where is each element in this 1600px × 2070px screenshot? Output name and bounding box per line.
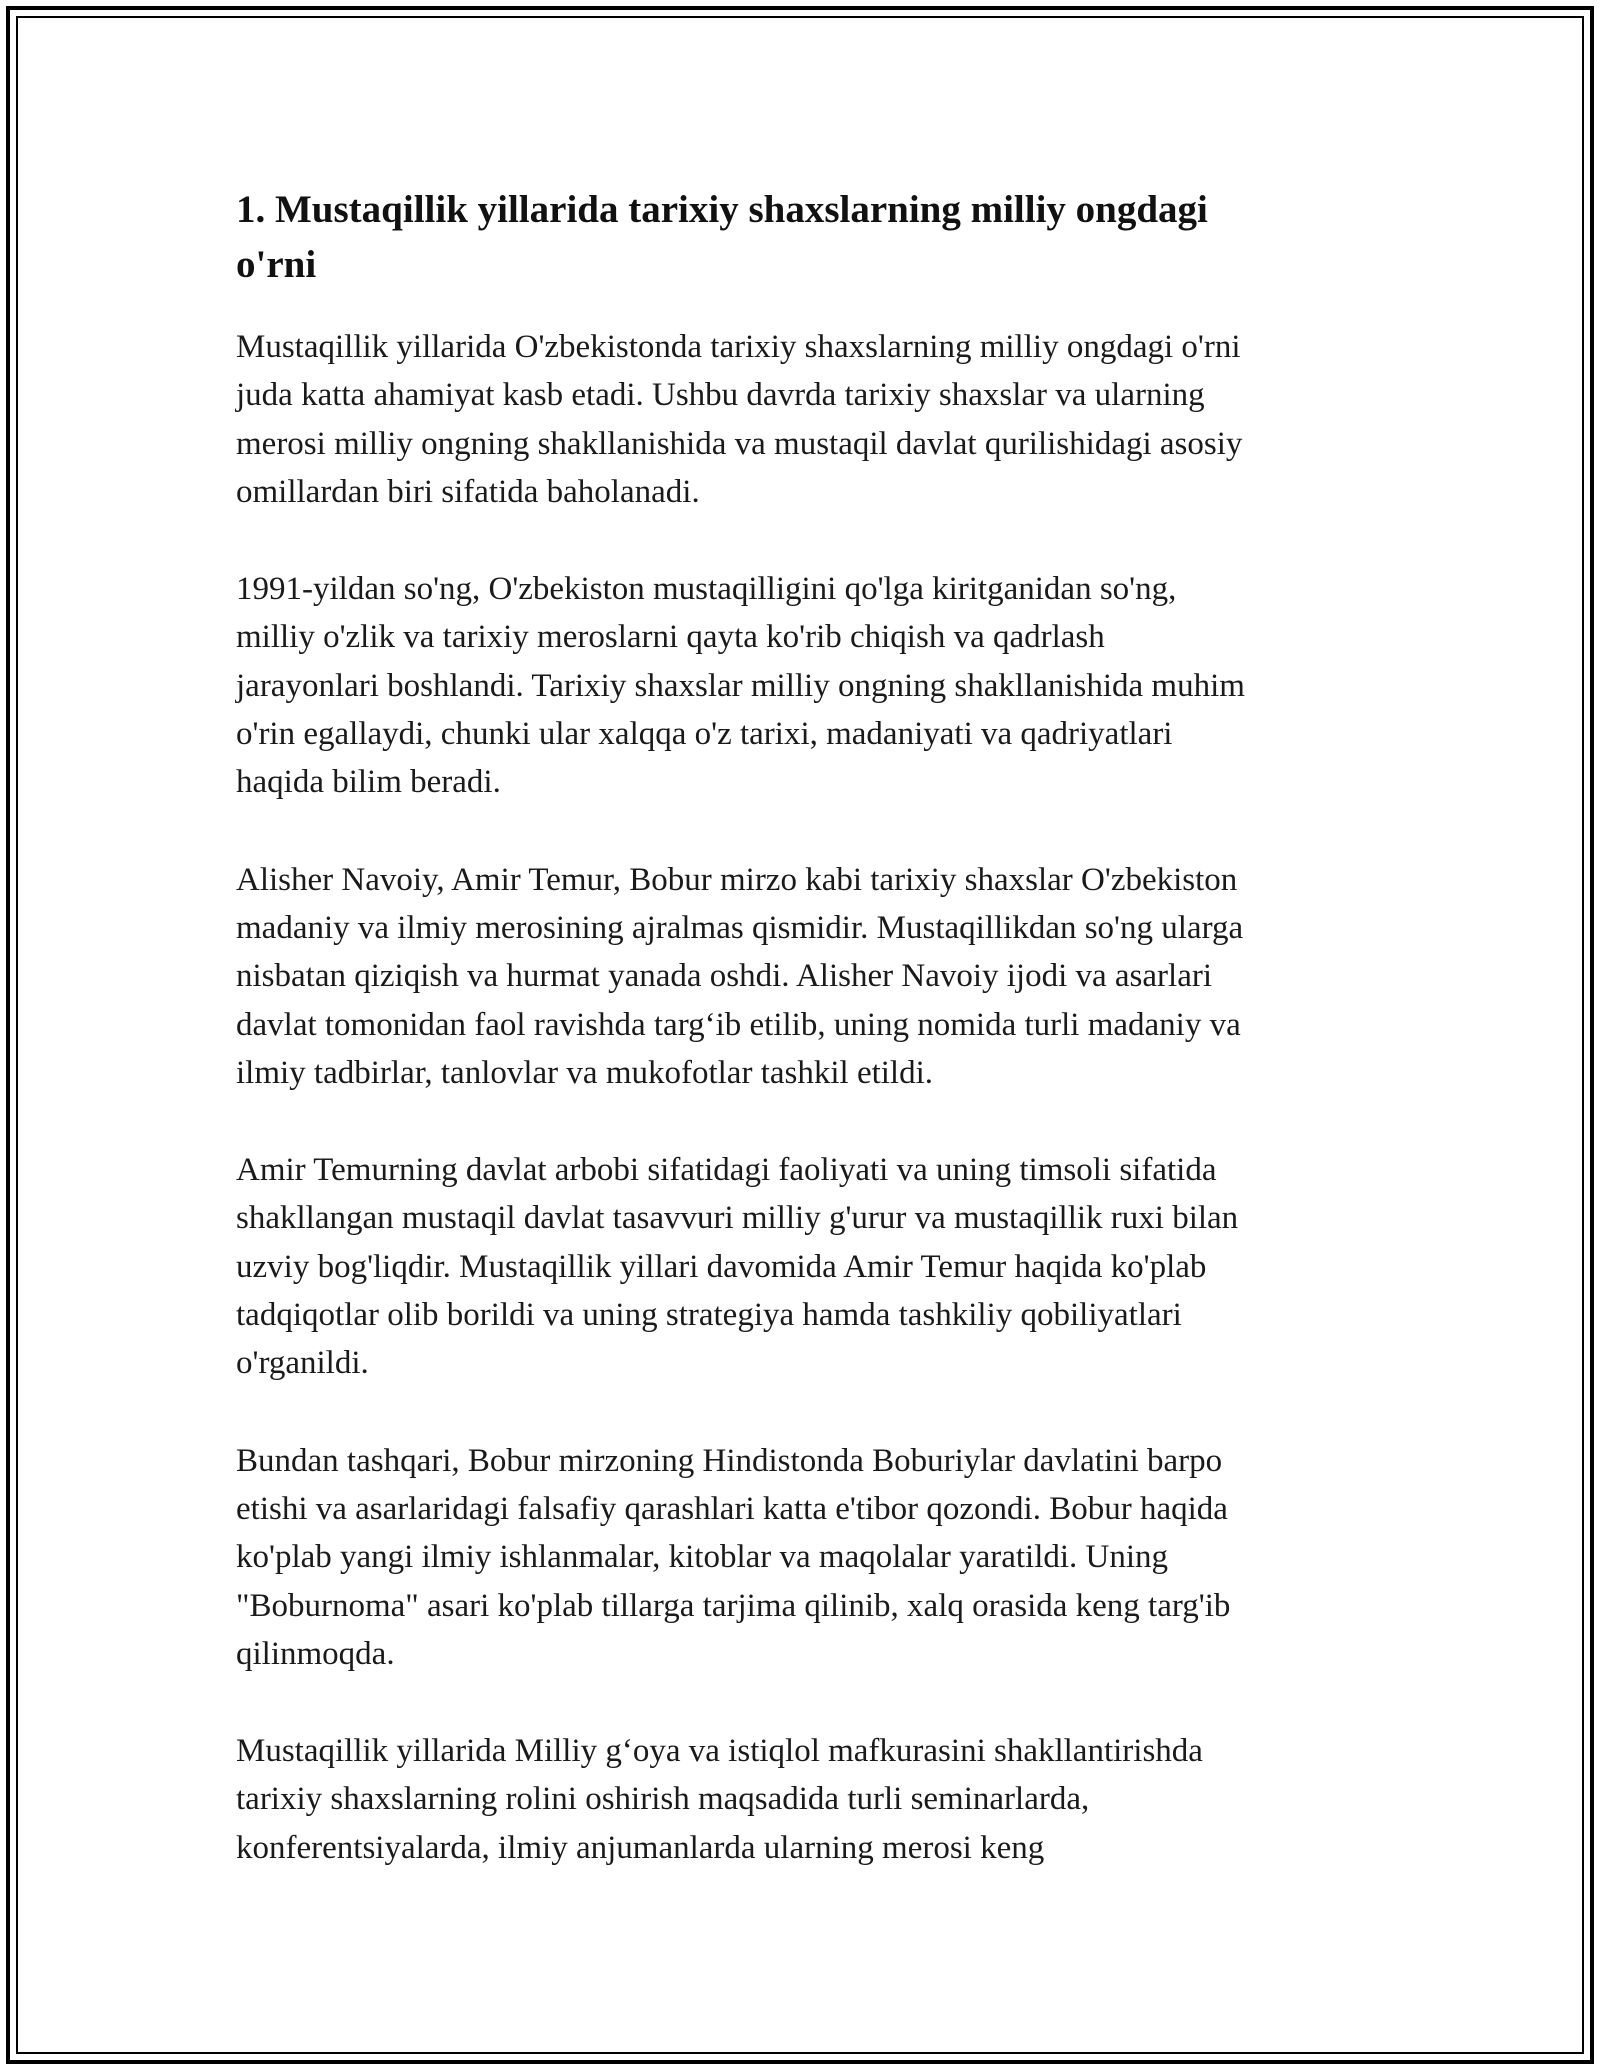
text-line: davlat tomonidan faol ravishda targ‘ib etilib, uning nomida turli madaniy va bbox=[236, 1006, 1241, 1043]
text-line: tadqiqotlar olib borildi va uning strategiya hamda tashkiliy qobiliyatlari bbox=[236, 1297, 1182, 1334]
text-line: Mustaqillik yillarida Milliy g‘oya va istiqlol mafkurasini shakllantirishda bbox=[236, 1733, 1203, 1770]
text-line: o'rganildi. bbox=[236, 1345, 369, 1382]
text-line: madaniy va ilmiy merosining ajralmas qismidir. Mustaqillikdan so'ng ularga bbox=[236, 909, 1244, 946]
text-line: ilmiy tadbirlar, tanlovlar va mukofotlar tashkil etildi. bbox=[236, 1054, 934, 1091]
paragraph-navoiy bbox=[236, 856, 1366, 1097]
text-line: Amir Temurning davlat arbobi sifatidagi faoliyati va uning timsoli sifatida bbox=[236, 1152, 1217, 1189]
paragraph-milliy-goya bbox=[236, 1727, 1366, 1872]
text-line: o'rin egallaydi, chunki ular xalqqa o'z tarixi, madaniyati va qadriyatlari bbox=[236, 716, 1173, 753]
text-line: merosi milliy ongning shakllanishida va mustaqil davlat qurilishidagi asosiy bbox=[236, 425, 1243, 462]
text-line: Mustaqillik yillarida O'zbekistonda tarixiy shaxslarning milliy ongdagi o'rni bbox=[236, 329, 1241, 365]
text-line: nisbatan qiziqish va hurmat yanada oshdi. Alisher Navoiy ijodi va asarlari bbox=[236, 958, 1213, 995]
text-line: etishi va asarlaridagi falsafiy qarashlari katta e'tibor qozondi. Bobur haqida bbox=[236, 1490, 1228, 1527]
paragraph-intro bbox=[236, 323, 1366, 516]
text-line: omillardan biri sifatida baholanadi. bbox=[236, 473, 700, 510]
text-line: konferentsiyalarda, ilmiy anjumanlarda ularning merosi keng bbox=[236, 1829, 1045, 1866]
text-line: Bundan tashqari, Bobur mirzoning Hindistonda Boburiylar davlatini barpo bbox=[236, 1442, 1223, 1479]
text-line: tarixiy shaxslarning rolini oshirish maqsadida turli seminarlarda, bbox=[236, 1781, 1090, 1818]
text-line: "Boburnoma" asari ko'plab tillarga tarjima qilinib, xalq orasida keng targ'ib bbox=[236, 1587, 1231, 1624]
text-line: uzviy bog'liqdir. Mustaqillik yillari davomida Amir Temur haqida ko'plab bbox=[236, 1248, 1207, 1285]
paragraph-temur bbox=[236, 1146, 1366, 1387]
text-line: jarayonlari boshlandi. Tarixiy shaxslar milliy ongning shakllanishida muhim bbox=[236, 667, 1245, 704]
text-line: juda katta ahamiyat kasb etadi. Ushbu davrda tarixiy shaxslar va ularning bbox=[236, 377, 1205, 414]
document-body bbox=[236, 182, 1366, 1921]
text-line: Alisher Navoiy, Amir Temur, Bobur mirzo kabi tarixiy shaxslar O'zbekiston bbox=[236, 861, 1238, 898]
text-line: milliy o'zlik va tarixiy meroslarni qayta ko'rib chiqish va qadrlash bbox=[236, 619, 1105, 656]
text-line: qilinmoqda. bbox=[236, 1635, 395, 1672]
text-line: 1991-yildan so'ng, O'zbekiston mustaqilligini qo'lga kiritganidan so'ng, bbox=[236, 571, 1177, 608]
paragraph-1991 bbox=[236, 565, 1366, 806]
paragraph-bobur bbox=[236, 1437, 1366, 1678]
text-line: shakllangan mustaqil davlat tasavvuri milliy g'urur va mustaqillik ruxi bilan bbox=[236, 1200, 1239, 1237]
section-heading bbox=[236, 182, 1366, 292]
heading-line: 1. Mustaqillik yillarida tarixiy shaxslarning milliy ongdagi bbox=[236, 188, 1208, 231]
text-line: ko'plab yangi ilmiy ishlanmalar, kitoblar va maqolalar yaratildi. Uning bbox=[236, 1539, 1169, 1576]
heading-line: o'rni bbox=[236, 243, 317, 286]
text-line: haqida bilim beradi. bbox=[236, 764, 501, 801]
